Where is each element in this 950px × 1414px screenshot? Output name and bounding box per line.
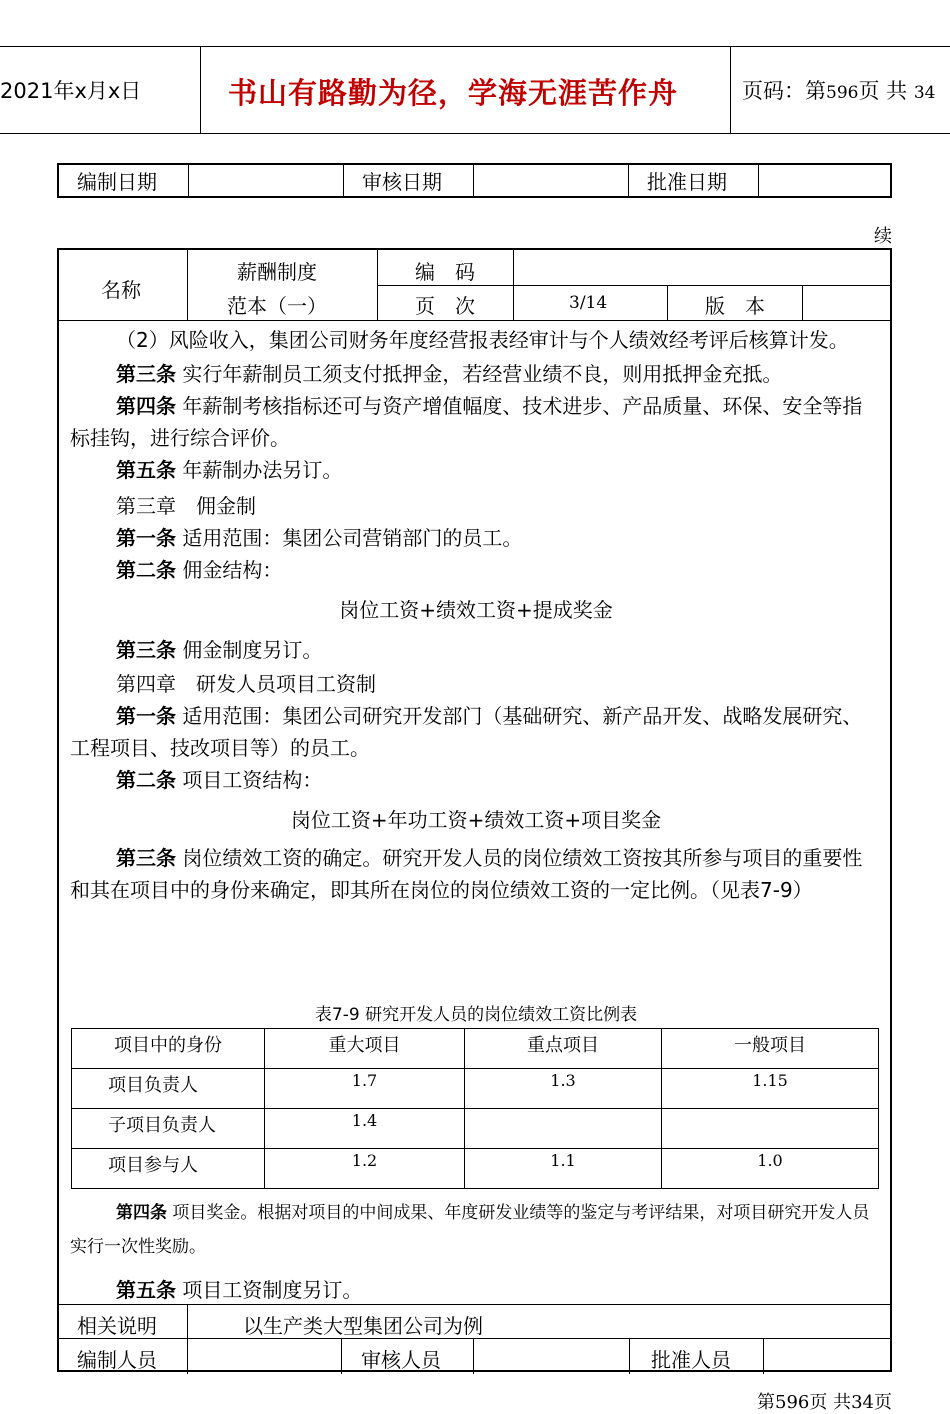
bottom-col-divider xyxy=(341,1338,342,1374)
article-title: 第二条 xyxy=(116,768,176,792)
doc-name-line1: 薪酬制度 xyxy=(237,260,317,284)
article-text: 佣金结构： xyxy=(176,558,283,582)
table-cell: 1.7 xyxy=(265,1069,465,1109)
formula-commission: 岗位工资+绩效工资+提成奖金 xyxy=(339,598,613,622)
chapter-heading: 第四章 研发人员项目工资制 xyxy=(116,672,376,696)
article-title: 第一条 xyxy=(116,526,176,550)
compiler-label: 编制人员 xyxy=(77,1348,157,1372)
reviewer-label: 审核人员 xyxy=(361,1348,441,1372)
approval-table-top xyxy=(57,163,892,198)
info-col-divider xyxy=(187,250,188,320)
table-header-cell: 一般项目 xyxy=(662,1029,879,1069)
info-col-divider xyxy=(667,285,668,320)
ratio-table xyxy=(71,1028,879,1189)
article-text: 岗位绩效工资的确定。研究开发人员的岗位绩效工资按其所参与项目的重要性和其在项目中的身份来确定，即其所在岗位的岗位绩效工资的一定比例。（见表7-9） xyxy=(70,846,863,902)
table-cell: 1.15 xyxy=(662,1069,879,1109)
table-cell: 1.2 xyxy=(265,1149,465,1189)
header-page-number: 596 xyxy=(826,83,859,103)
article-text: 项目工资结构： xyxy=(176,768,323,792)
table-cell: 1.3 xyxy=(465,1069,662,1109)
note-label: 相关说明 xyxy=(77,1314,157,1338)
page-footer xyxy=(757,1388,892,1414)
table-cell-role: 项目参与人 xyxy=(72,1149,265,1189)
article xyxy=(70,842,882,906)
body-text-3 xyxy=(70,1274,882,1306)
article xyxy=(70,700,882,764)
paragraph-risk-income: （2）风险收入，集团公司财务年度经营报表经审计与个人绩效经考评后核算计发。 xyxy=(116,328,849,352)
article xyxy=(70,764,882,796)
table-header-row xyxy=(72,1029,879,1069)
article-title: 第四条 xyxy=(116,394,176,418)
article-title: 第三条 xyxy=(116,362,176,386)
name-label: 名称 xyxy=(101,278,141,302)
compile-date-value xyxy=(189,164,344,197)
footer-suffix: 页 xyxy=(874,1392,892,1413)
article xyxy=(70,1196,882,1264)
page-value: 3/14 xyxy=(569,293,608,313)
chapter-heading: 第三章 佣金制 xyxy=(116,494,256,518)
table-header-cell: 项目中的身份 xyxy=(72,1029,265,1069)
article xyxy=(70,454,882,486)
info-col-divider xyxy=(513,250,514,320)
header-date: 2021年x月x日 xyxy=(0,79,142,103)
article-title: 第五条 xyxy=(116,1278,176,1302)
table-header-cell: 重大项目 xyxy=(265,1029,465,1069)
table-cell xyxy=(662,1109,879,1149)
formula-project: 岗位工资+年功工资+绩效工资+项目奖金 xyxy=(290,808,662,832)
bottom-col-divider xyxy=(473,1338,474,1374)
table-header-cell: 重点项目 xyxy=(465,1029,662,1069)
body-text-1 xyxy=(70,324,882,906)
table-cell-role: 子项目负责人 xyxy=(72,1109,265,1149)
table-cell xyxy=(465,1109,662,1149)
article-text: 适用范围：集团公司研究开发部门（基础研究、新产品开发、战略发展研究、工程项目、技改项目等）的员工。 xyxy=(70,704,863,760)
version-label: 版 本 xyxy=(705,294,765,318)
header-page-mid: 页 共 xyxy=(858,79,908,103)
table-cell-role: 项目负责人 xyxy=(72,1069,265,1109)
info-col-divider xyxy=(377,250,378,320)
footer-page-number: 596 xyxy=(775,1392,810,1413)
article xyxy=(70,522,882,554)
article-title: 第三条 xyxy=(116,638,176,662)
bottom-col-divider xyxy=(187,1304,188,1374)
compile-date-label: 编制日期 xyxy=(58,164,189,197)
table-caption: 表7-9 研究开发人员的岗位绩效工资比例表 xyxy=(314,1005,638,1025)
review-date-label: 审核日期 xyxy=(344,164,474,197)
continued-mark: 续 xyxy=(874,226,892,247)
info-col-divider xyxy=(802,285,803,320)
header-page-info xyxy=(742,75,935,105)
info-row-divider xyxy=(377,285,890,286)
approver-label: 批准人员 xyxy=(651,1348,731,1372)
table-row xyxy=(72,1109,879,1149)
bottom-col-divider xyxy=(629,1338,630,1374)
footer-page-total: 34 xyxy=(851,1392,874,1413)
article-title: 第三条 xyxy=(116,846,176,870)
table-row xyxy=(72,1069,879,1109)
article xyxy=(70,358,882,390)
article-text: 年薪制办法另订。 xyxy=(176,458,343,482)
footer-mid: 页 共 xyxy=(809,1392,852,1413)
header-page-prefix: 页码：第 xyxy=(742,79,826,103)
table-cell: 1.0 xyxy=(662,1149,879,1189)
article-text: 适用范围：集团公司营销部门的员工。 xyxy=(176,526,523,550)
article-title: 第二条 xyxy=(116,558,176,582)
table-cell: 1.1 xyxy=(465,1149,662,1189)
page-label: 页 次 xyxy=(415,294,475,318)
article xyxy=(70,390,882,454)
footer-prefix: 第 xyxy=(757,1392,775,1413)
article-title: 第四条 xyxy=(116,1203,167,1223)
header-divider xyxy=(730,47,731,133)
article xyxy=(70,1274,882,1306)
info-bottom-line xyxy=(59,320,890,321)
header-motto: 书山有路勤为径，学海无涯苦作舟 xyxy=(228,76,679,110)
page-header xyxy=(0,46,950,134)
article xyxy=(70,554,882,586)
article-text: 项目奖金。根据对项目的中间成果、年度研发业绩等的鉴定与考评结果，对项目研究开发人员实行一次性奖励。 xyxy=(70,1203,870,1257)
approve-date-label: 批准日期 xyxy=(629,164,759,197)
article-title: 第一条 xyxy=(116,704,176,728)
article-title: 第五条 xyxy=(116,458,176,482)
header-page-total: 34 xyxy=(913,83,936,103)
table-cell: 1.4 xyxy=(265,1109,465,1149)
article-text: 实行年薪制员工须支付抵押金，若经营业绩不良，则用抵押金充抵。 xyxy=(176,362,783,386)
review-date-value xyxy=(474,164,629,197)
table-row xyxy=(72,1149,879,1189)
article-text: 项目工资制度另订。 xyxy=(176,1278,363,1302)
approve-date-value xyxy=(759,164,892,197)
doc-name-line2: 范本（一） xyxy=(227,294,327,318)
article-text: 年薪制考核指标还可与资产增值幅度、技术进步、产品质量、环保、安全等指标挂钩，进行综合评价。 xyxy=(70,394,863,450)
bottom-col-divider xyxy=(763,1338,764,1374)
article-text: 佣金制度另订。 xyxy=(176,638,323,662)
article xyxy=(70,634,882,666)
header-divider xyxy=(200,47,201,133)
note-text: 以生产类大型集团公司为例 xyxy=(243,1314,483,1338)
body-text-2 xyxy=(70,1196,882,1264)
code-label: 编 码 xyxy=(415,260,475,284)
